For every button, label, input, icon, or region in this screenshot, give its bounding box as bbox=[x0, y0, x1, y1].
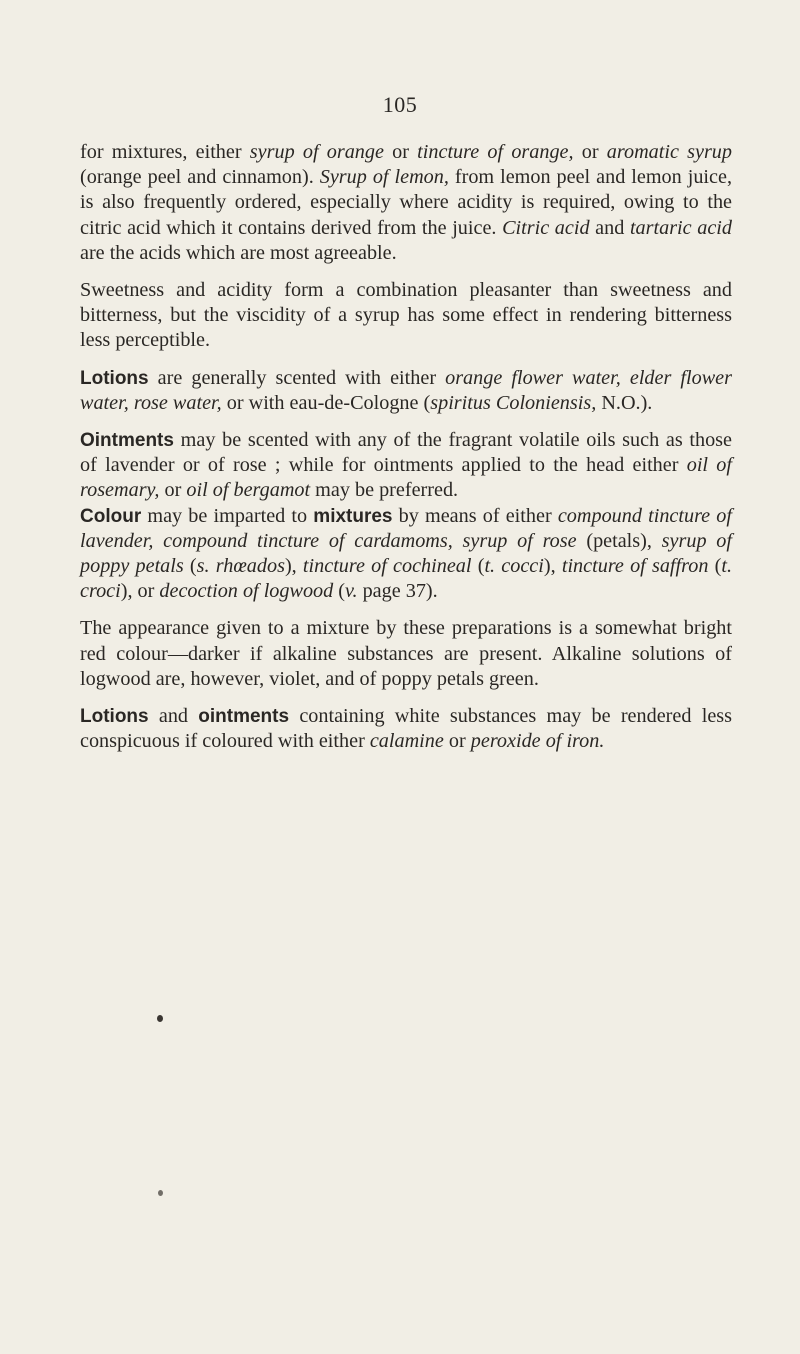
italic-term: syrup of poppy petals bbox=[80, 529, 732, 578]
italic-term: s. rhœados bbox=[196, 555, 285, 578]
text-run: Sweetness and acidity form a combination pleasanter than sweetness and bitterness, but the viscidity of a syrup has some effect in rendering bitterness less perceptible. bbox=[80, 279, 732, 352]
italic-term: tincture of cochineal bbox=[302, 555, 472, 578]
text-run: ), bbox=[543, 555, 562, 578]
italic-term: t. cocci bbox=[484, 555, 544, 578]
text-run: or bbox=[573, 141, 607, 163]
section-heading: mixtures bbox=[313, 505, 393, 527]
text-run: are generally scented with either bbox=[148, 366, 446, 389]
italic-term: calamine bbox=[369, 730, 444, 753]
italic-term: orange flower water, elder flower water, rose water, bbox=[80, 366, 733, 414]
italic-term: aromatic syrup bbox=[606, 141, 732, 163]
italic-term: tincture of orange, bbox=[417, 141, 574, 163]
paragraph bbox=[80, 366, 732, 416]
italic-term: compound tincture of lavender, compound tincture of cardamoms, syrup of rose bbox=[80, 504, 733, 552]
italic-term: Citric acid bbox=[502, 216, 590, 239]
text-run: (petals), bbox=[576, 529, 662, 552]
italic-term: oil of bergamot bbox=[186, 479, 311, 502]
paragraph bbox=[80, 704, 732, 754]
text-run: ), or bbox=[120, 580, 160, 603]
text-run: ( bbox=[708, 555, 722, 578]
text-run: for mixtures, either bbox=[80, 141, 250, 163]
text-run: may be scented with any of the fragrant volatile oils such as those of lavender or of rose ; while for ointments applied to the head either bbox=[80, 429, 732, 477]
text-run: are the acids which are most agreeable. bbox=[80, 241, 397, 264]
paragraph bbox=[80, 616, 732, 692]
text-run: by means of either bbox=[392, 504, 558, 527]
text-run: or with eau-de-Cologne ( bbox=[221, 391, 431, 414]
text-run: or bbox=[383, 141, 418, 163]
paragraph bbox=[80, 140, 732, 266]
italic-term: t. croci bbox=[80, 555, 732, 603]
paragraph bbox=[80, 428, 732, 504]
text-run: or bbox=[443, 730, 471, 753]
text-run: page 37). bbox=[357, 580, 438, 603]
italic-term: peroxide of iron. bbox=[470, 730, 605, 753]
text-run: may be imparted to bbox=[141, 504, 314, 527]
text-run: ( bbox=[183, 555, 197, 578]
page-number: 105 bbox=[382, 92, 418, 117]
text-run: ), bbox=[284, 555, 303, 578]
paragraph bbox=[80, 504, 732, 605]
italic-term: v. bbox=[345, 580, 358, 603]
italic-term: decoction of logwood bbox=[159, 580, 334, 603]
section-heading: Ointments bbox=[80, 430, 174, 452]
italic-term: syrup of orange bbox=[249, 141, 384, 163]
italic-term: oil of rosemary, bbox=[80, 454, 733, 502]
paragraph bbox=[80, 278, 732, 354]
section-heading: Lotions bbox=[80, 367, 149, 389]
section-heading: ointments bbox=[198, 706, 290, 728]
text-run: and bbox=[589, 216, 630, 239]
italic-term: spiritus Coloniensis, bbox=[430, 391, 597, 414]
ink-speck bbox=[157, 1015, 163, 1022]
text-run: from lemon peel and lemon juice, is also frequently ordered, especially where acidity is required, owing to the citric acid which it contains derived from the juice. bbox=[80, 166, 732, 239]
body-text bbox=[80, 140, 732, 766]
section-heading: Colour bbox=[80, 505, 142, 527]
text-run: or bbox=[159, 479, 187, 502]
section-heading: Lotions bbox=[80, 706, 149, 728]
ink-speck bbox=[158, 1190, 163, 1196]
italic-term: tartaric acid bbox=[629, 216, 732, 239]
text-run: containing white substances may be rendered less conspicuous if coloured with either bbox=[80, 705, 732, 753]
text-run: and bbox=[148, 705, 199, 728]
text-run: N.O.). bbox=[596, 391, 653, 414]
text-run: ( bbox=[333, 580, 346, 603]
text-run: (orange peel and cinnamon). bbox=[80, 166, 320, 189]
italic-term: Syrup of lemon, bbox=[319, 166, 449, 189]
text-run: may be preferred. bbox=[310, 479, 459, 502]
text-run: The appearance given to a mixture by these preparations is a somewhat bright red colour—darker if alkaline substances are present. Alkaline solutions of logwood are, however, violet, and of poppy petals green. bbox=[80, 617, 732, 690]
italic-term: tincture of saffron bbox=[561, 555, 709, 578]
text-run: ( bbox=[471, 555, 485, 578]
